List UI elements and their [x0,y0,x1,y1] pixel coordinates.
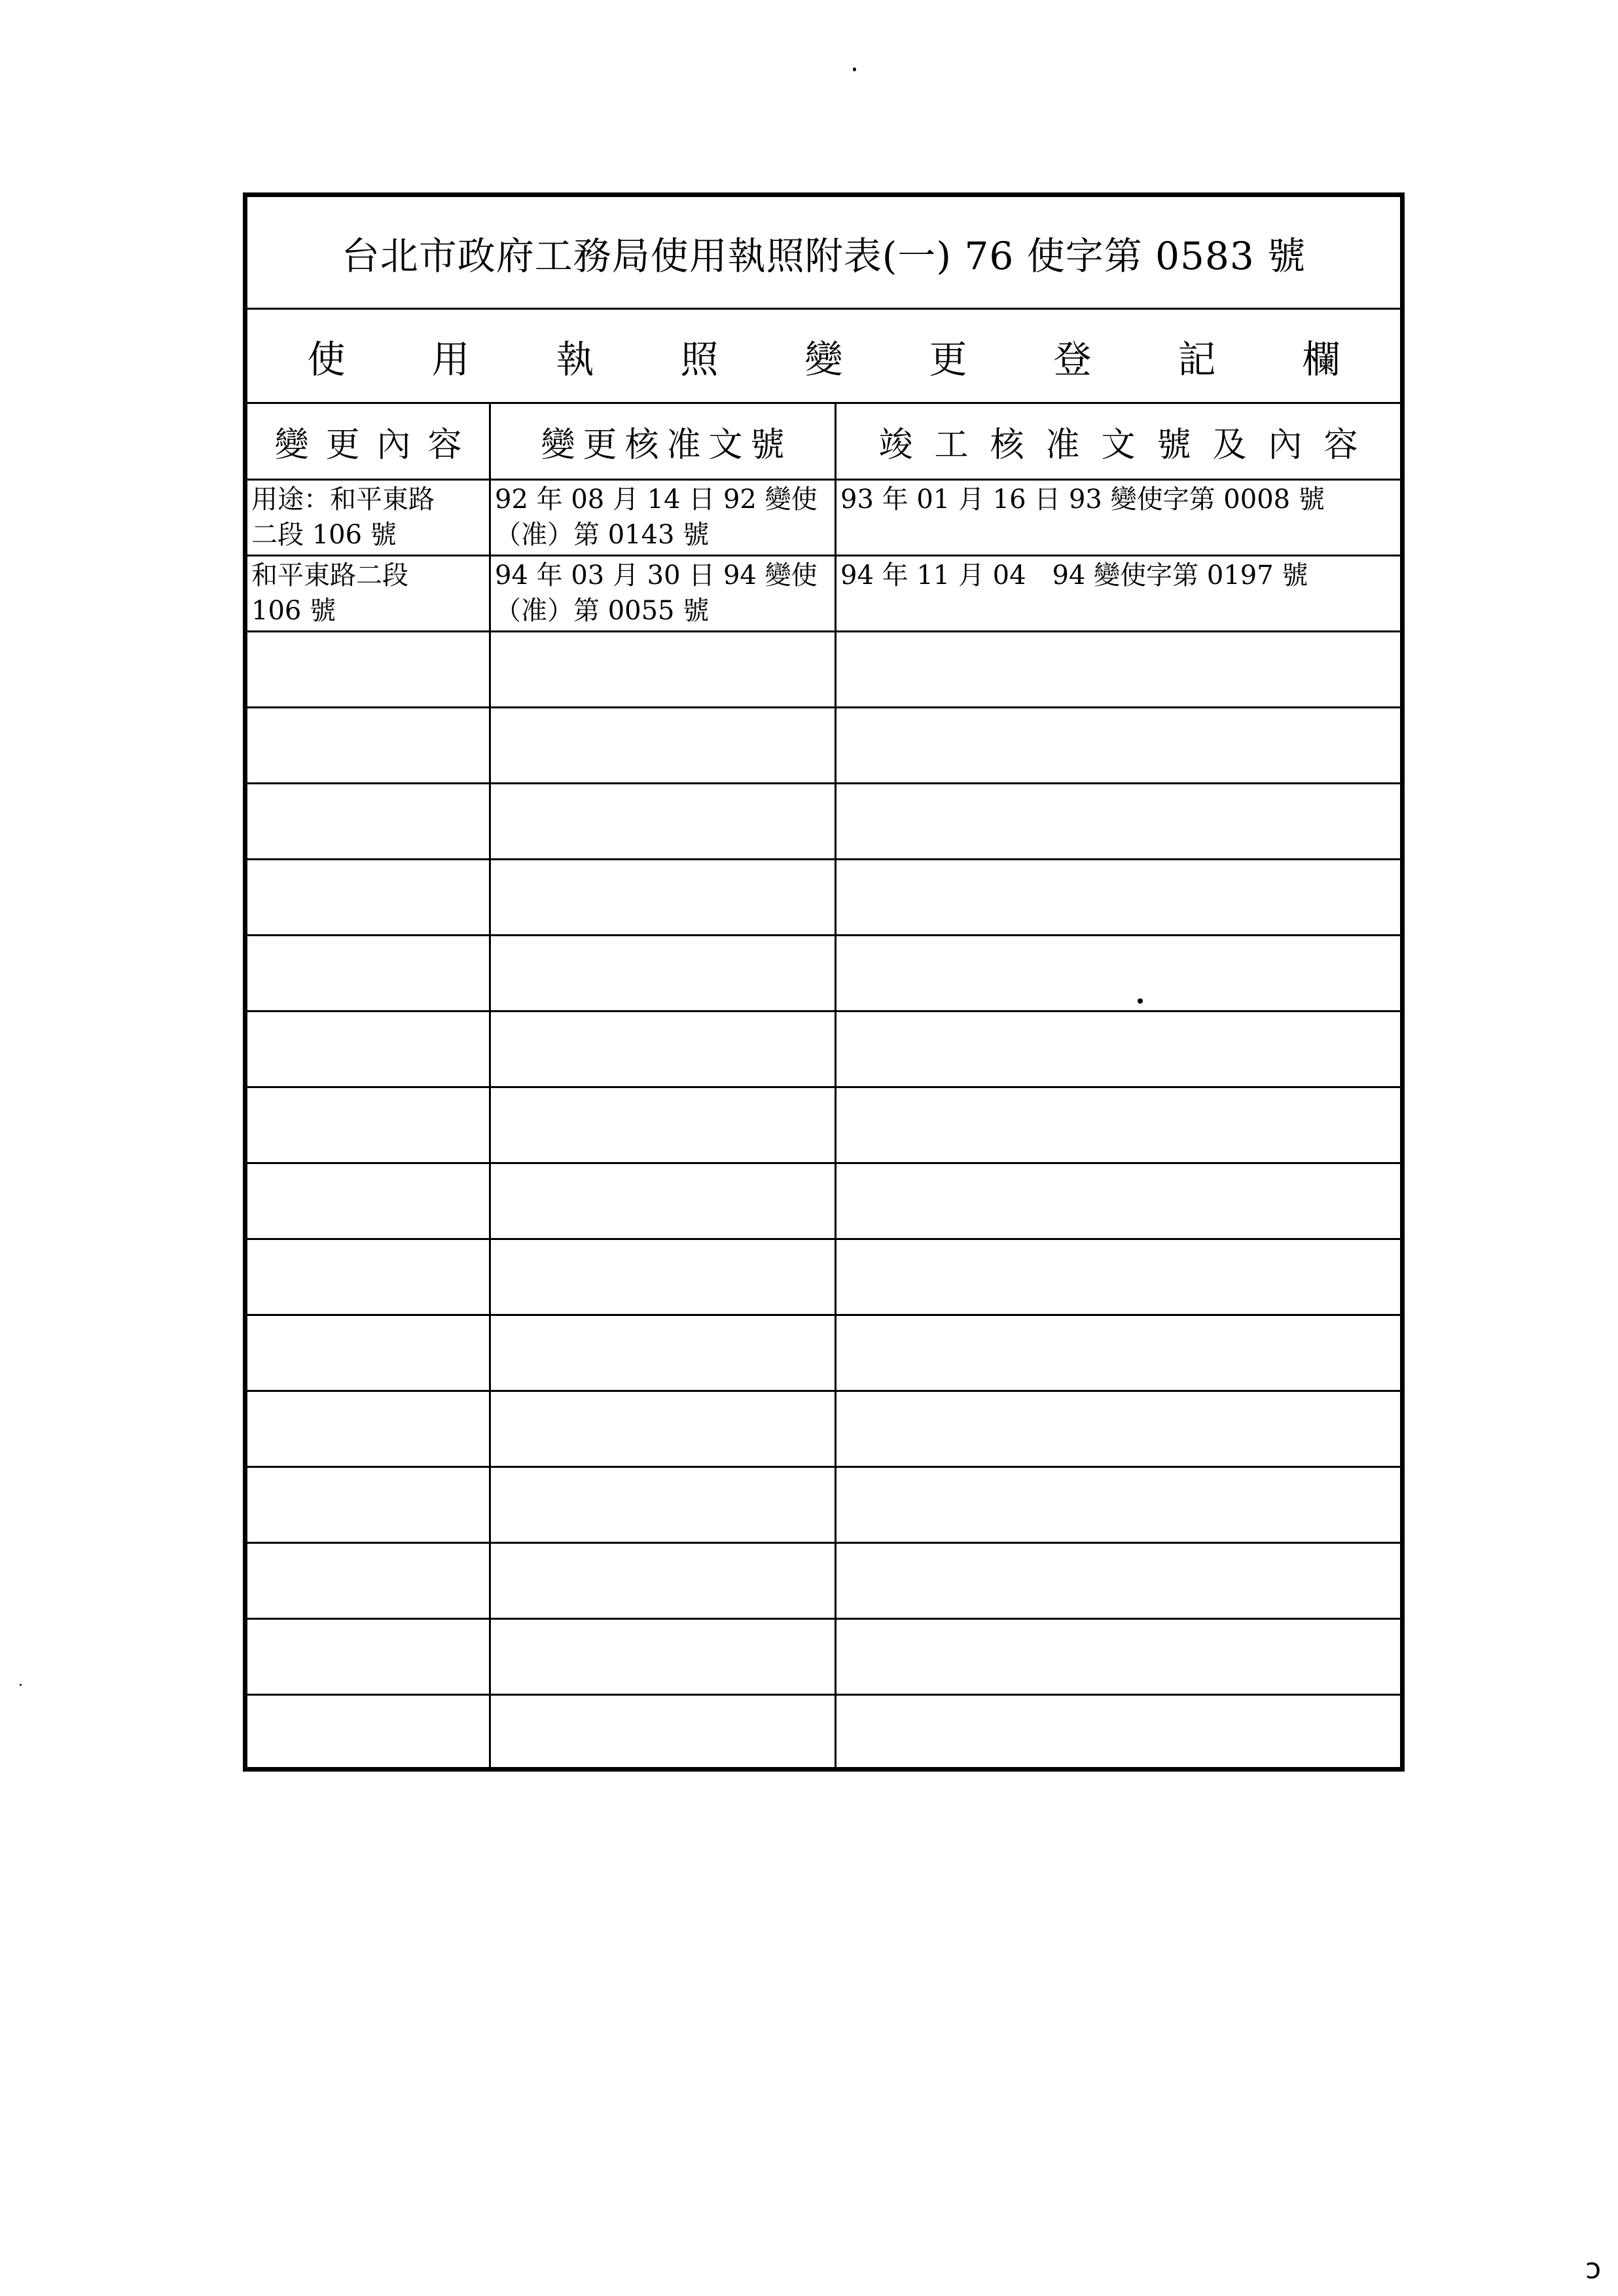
column-header-label: 變更內容 [274,425,479,465]
column-header-change-content [247,404,489,479]
scan-speck [1138,998,1143,1004]
table-row-1-content [247,481,489,555]
scan-speck [20,1684,22,1686]
row-divider [247,1238,1400,1240]
row-divider [247,782,1400,784]
row-divider [247,706,1400,708]
column-header-completion-approval [836,404,1400,479]
cell-line: 106 號 [251,596,336,626]
cell-line: 92 年 08 月 14 日 92 變使 [495,484,818,515]
scan-speck [853,67,856,71]
row-divider [247,934,1400,936]
form-title-text: 台北市政府工務局使用執照附表(一) 76 使字第 0583 號 [341,233,1306,278]
cell-line: 94 年 11 月 04 94 變使字第 0197 號 [840,560,1308,591]
column-header-label: 變更核准文號 [541,425,793,465]
table-row-2-content [247,556,489,630]
table-row-2-approval [491,556,835,630]
row-divider [247,1542,1400,1544]
corner-mark: ↄ [1585,2252,1602,2286]
row-divider [247,630,1400,632]
row-divider [247,1010,1400,1012]
form-title [247,197,1400,310]
row-divider [247,1618,1400,1620]
row-divider [247,1314,1400,1316]
table-row-1-approval [491,481,835,555]
row-divider [247,1694,1400,1696]
cell-line: （准）第 0055 號 [495,596,710,626]
row-divider [247,1466,1400,1468]
column-header-approval-number [491,404,835,479]
cell-line: 93 年 01 月 16 日 93 變使字第 0008 號 [840,484,1325,515]
cell-line: 二段 106 號 [251,520,397,550]
cell-line: 用途：和平東路 [251,484,435,515]
section-heading-text: 使用執照變更登記欄 [307,337,1427,382]
cell-line: （准）第 0143 號 [495,520,710,550]
cell-line: 94 年 03 月 30 日 94 變使 [495,560,818,591]
section-heading [247,310,1427,404]
table-row-1-completion [836,481,1400,555]
table-row-2-completion [836,556,1400,630]
column-header-label: 竣工核准文號及內容 [878,425,1380,465]
license-change-form [243,192,1427,1772]
change-register-table [247,404,1400,1767]
row-divider [247,1086,1400,1088]
row-divider [247,1390,1400,1392]
cell-line: 和平東路二段 [251,560,408,591]
row-divider [247,858,1400,860]
row-divider [247,1162,1400,1164]
